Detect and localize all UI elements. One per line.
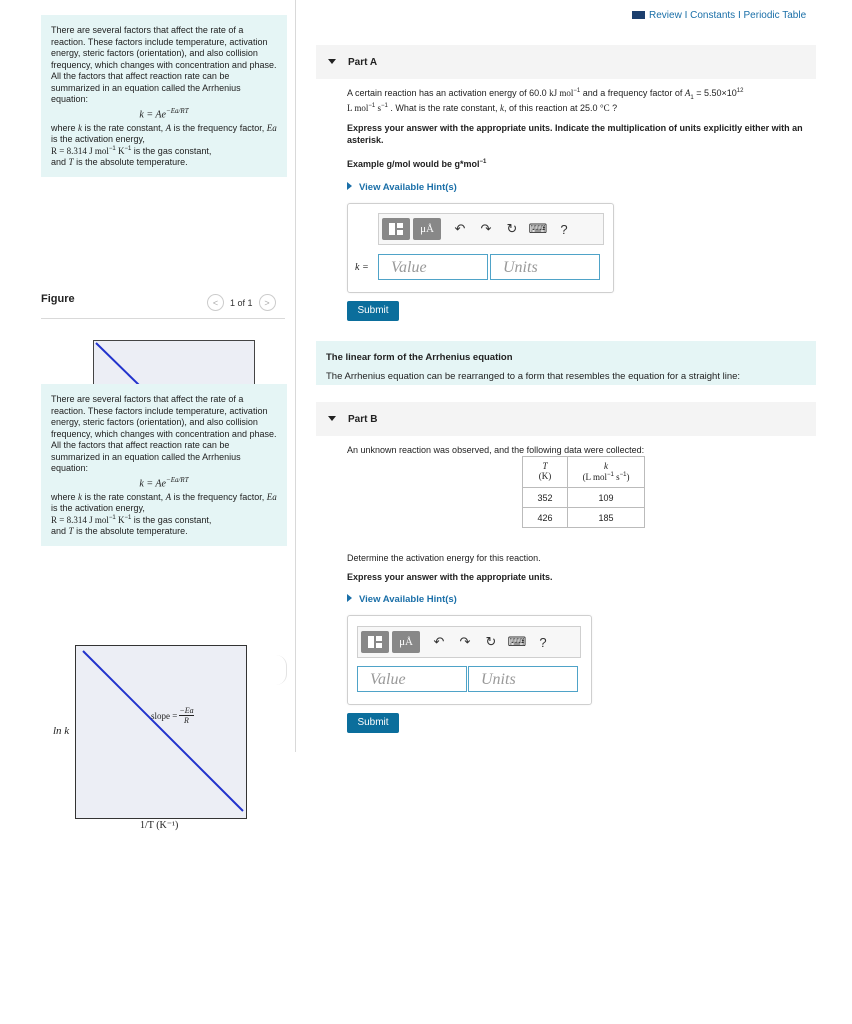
- part-b-header[interactable]: [316, 402, 816, 436]
- linear-form-text: The Arrhenius equation can be rearranged to a form that resembles the equation for a straight line:: [326, 371, 741, 382]
- part-a-value-input[interactable]: Value: [378, 254, 488, 280]
- part-a-submit-button[interactable]: Submit: [347, 301, 399, 321]
- linear-form-box: [316, 341, 816, 385]
- table-row: 426 185: [523, 508, 645, 528]
- part-a-example: Example g/mol would be g*mol$^{-1}$: [347, 159, 487, 169]
- arrhenius-info-box: [41, 15, 287, 177]
- expand-caret-icon: [347, 594, 352, 602]
- arrhenius-equation: $k = Ae^{-Ea/RT}$: [139, 475, 189, 489]
- top-links: [632, 10, 806, 21]
- info-paragraph: There are several factors that affect the rate of a reaction. These factors include temperature, activation energy, steric factors (orientation), and also collision frequency, which changes with concentration and phase. All the factors that affect reaction rate can be summarized in an equation called the Arrhenius equation:: [51, 394, 277, 474]
- arrhenius-info-box-overlay: [41, 384, 287, 546]
- y-axis-label: ln k: [53, 725, 70, 737]
- pager-label: 1 of 1: [230, 297, 253, 308]
- linear-form-title: The linear form of the Arrhenius equation: [326, 352, 513, 363]
- help-icon[interactable]: ?: [539, 634, 547, 650]
- templates-icon: [388, 222, 404, 236]
- units-button[interactable]: μÅ: [413, 218, 441, 240]
- templates-icon: [367, 635, 383, 649]
- units-button[interactable]: μÅ: [392, 631, 420, 653]
- slope-label: slope = $\frac{-Ea}{R}$: [151, 706, 194, 725]
- arrhenius-line: [83, 651, 243, 811]
- separator: I: [684, 10, 688, 21]
- part-a-instructions: Express your answer with the appropriate units. Indicate the multiplication of units explicitly either with an asterisk.: [347, 123, 803, 145]
- help-icon[interactable]: ?: [560, 221, 568, 237]
- templates-button[interactable]: [361, 631, 389, 653]
- figure-divider: [41, 318, 285, 319]
- column-divider: [295, 0, 296, 752]
- periodic-table-link[interactable]: Periodic Table: [743, 10, 807, 21]
- figure-thumbnail: [93, 340, 255, 386]
- keyboard-icon[interactable]: ⌨: [507, 634, 527, 649]
- book-icon: [632, 11, 645, 19]
- k-variable-label: k =: [355, 262, 369, 273]
- info-definitions: where k is the rate constant, A is the frequency factor, Ea is the activation energy, R = 8.314 J mol$^{-1}$ $K^{-1}$ is the gas constant, and T is the absolute temperature.: [51, 491, 277, 537]
- constants-link[interactable]: Constants: [690, 10, 736, 21]
- part-b-instructions: Express your answer with the appropriate units.: [347, 572, 553, 582]
- figure-pager: [207, 294, 276, 311]
- part-a-units-input[interactable]: Units: [490, 254, 600, 280]
- review-link[interactable]: Review: [649, 10, 682, 21]
- redo-icon[interactable]: ↷: [480, 221, 492, 236]
- collapse-caret-icon: [328, 59, 336, 64]
- part-a-question: A certain reaction has an activation energy of 60.0 kJ mol$^{-1}$ and a frequency factor of $A_1 = 5.50\times 10^{12}$ L mol$^{-1}$ $s^{-1}$ . What is the rate constant, k, of this reaction at 25.0 °C ?: [347, 88, 744, 113]
- part-b-toolbar: [357, 626, 581, 658]
- part-b-value-input[interactable]: Value: [357, 666, 467, 692]
- undo-icon[interactable]: ↶: [433, 634, 445, 649]
- part-b-determine: Determine the activation energy for this reaction.: [347, 553, 541, 563]
- arrhenius-plot: [75, 645, 247, 819]
- arrhenius-equation: $k = Ae^{-Ea/RT}$: [139, 106, 189, 120]
- part-a-toolbar: [378, 213, 604, 245]
- info-definitions: where k is the rate constant, A is the frequency factor, Ea is the activation energy, R = 8.314 J mol$^{-1}$ $K^{-1}$ is the gas constant, and T is the absolute temperature.: [51, 122, 277, 168]
- part-a-header[interactable]: [316, 45, 816, 79]
- part-b-submit-button[interactable]: Submit: [347, 713, 399, 733]
- collapse-caret-icon: [328, 416, 336, 421]
- plot-svg: [76, 646, 246, 818]
- scroll-edge-arc: [276, 655, 287, 685]
- part-a-title: Part A: [348, 57, 378, 68]
- x-axis-label: 1/T (K⁻¹): [140, 820, 179, 831]
- redo-icon[interactable]: ↷: [459, 634, 471, 649]
- part-b-units-input[interactable]: Units: [468, 666, 578, 692]
- separator: I: [737, 10, 741, 21]
- table-header: T (K) k (L mol$^{-1}$ $s^{-1}$): [523, 457, 645, 488]
- figure-title: Figure: [41, 293, 75, 305]
- undo-icon[interactable]: ↶: [454, 221, 466, 236]
- part-b-data-table: [522, 456, 645, 528]
- part-a-hint-link[interactable]: View Available Hint(s): [347, 182, 457, 193]
- table-row: 352 109: [523, 488, 645, 508]
- info-paragraph: There are several factors that affect the rate of a reaction. These factors include temperature, activation energy, steric factors (orientation), and also collision frequency, which changes with concentration and phase. All the factors that affect reaction rate can be summarized in an equation called the Arrhenius equation:: [51, 25, 277, 105]
- part-b-hint-link[interactable]: View Available Hint(s): [347, 594, 457, 605]
- thumbnail-line: [94, 341, 254, 386]
- keyboard-icon[interactable]: ⌨: [528, 221, 548, 236]
- prev-figure-button[interactable]: <: [207, 294, 224, 311]
- reset-icon[interactable]: ↻: [506, 221, 518, 236]
- reset-icon[interactable]: ↻: [485, 634, 497, 649]
- part-b-intro: An unknown reaction was observed, and the following data were collected:: [347, 445, 645, 455]
- part-b-title: Part B: [348, 414, 378, 425]
- next-figure-button[interactable]: >: [259, 294, 276, 311]
- templates-button[interactable]: [382, 218, 410, 240]
- expand-caret-icon: [347, 182, 352, 190]
